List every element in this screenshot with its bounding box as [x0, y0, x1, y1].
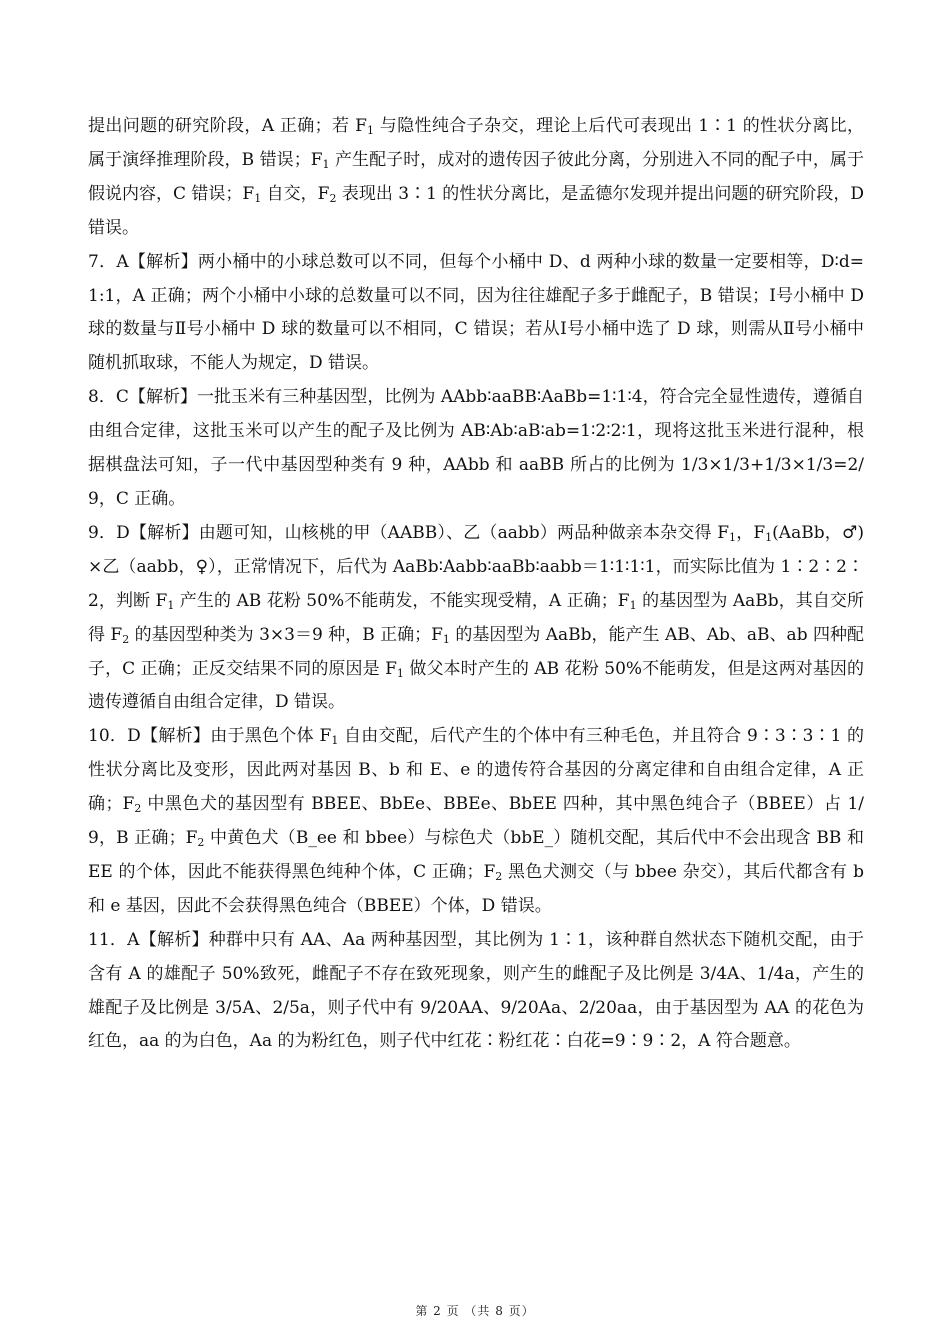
paragraph-q7: 7．A【解析】两小桶中的小球总数可以不同，但每个小桶中 D、d 两种小球的数量一定要相等，D∶d=1:1，A 正确；两个小桶中小球的总数量可以不同，因为往往雄配子多于雌配子，B 错误；Ⅰ号小桶中 D 球的数量与Ⅱ号小桶中 D 球的数量可以不相同，C 错误；若从Ⅰ号小桶中选了 D 球，则需从Ⅱ号小桶中随机抓取球，不能人为规定，D 错误。	[88, 251, 864, 374]
paragraph-q8: 8．C【解析】一批玉米有三种基因型，比例为 AAbb∶aaBB∶AaBb=1∶1∶4，符合完全显性遗传，遵循自由组合定律，这批玉米可以产生的配子及比例为 AB∶Ab∶aB∶ab=1∶2∶2∶1，现将这批玉米进行混种，根据棋盘法可知，子一代中基因型种类有 9 种，AAbb 和 aaBB 所占的比例为 1/3×1/3+1/3×1/3=2/9，C 正确。	[88, 387, 864, 509]
paragraph-q10: 10．D【解析】由于黑色个体 $F_1$ 自由交配，后代产生的个体中有三种毛色，并且符合 9∶3∶3∶1 的性状分离比及变形，因此两对基因 B、b 和 E、e 的遗传符合基因的分离定律和自由组合定律，A 正确；$F_2$ 中黑色犬的基因型有 BBEE、BbEe、BBEe、BbEE 四种，其中黑色纯合子（BBEE）占 1/9，B 正确；$F_2$ 中黄色犬（B_ee 和 bbee）与棕色犬（bbE_）随机交配，其后代中不会出现含 BB 和 EE 的个体，因此不能获得黑色纯种个体，C 正确；$F_2$ 黑色犬测交（与 bbee 杂交），其后代都含有 b 和 e 基因，因此不会获得黑色纯合（BBEE）个体，D 错误。	[88, 726, 865, 916]
answer-content	[88, 110, 864, 1059]
paragraph-q6-continued: 提出问题的研究阶段，A 正确；若 $F_1$ 与隐性纯合子杂交，理论上后代可表现出 1∶1 的性状分离比，属于演绎推理阶段，B 错误；$F_1$ 产生配子时，成对的遗传因子彼此分离，分别进入不同的配子中，属于假说内容，C 错误；$F_1$ 自交，$F_2$ 表现出 3∶1 的性状分离比，是孟德尔发现并提出问题的研究阶段，D 错误。	[88, 116, 864, 238]
paragraph-q11: 11．A【解析】种群中只有 AA、Aa 两种基因型，其比例为 1∶1，该种群自然状态下随机交配，由于含有 A 的雄配子 50%致死，雌配子不存在致死现象，则产生的雌配子及比例是 3/4A、1/4a，产生的雄配子及比例是 3/5A、2/5a，则子代中有 9/20AA、9/20Aa、2/20aa，由于基因型为 AA 的花色为红色，aa 的为白色，Aa 的为粉红色，则子代中红花∶粉红花∶白花=9∶9∶2，A 符合题意。	[88, 929, 864, 1052]
page-footer: 第 2 页 （共 8 页）	[415, 1304, 535, 1318]
paragraph-q9: 9．D【解析】由题可知，山核桃的甲（AABB）、乙（aabb）两品种做亲本杂交得 $F_1$，$F_1(AaBb$，♂)×乙（aabb，♀），正常情况下，后代为 AaBb∶Aabb∶aaBb∶aabb＝1∶1∶1∶1，而实际比值为 1∶2∶2∶2，判断 $F_1$ 产生的 AB 花粉 50%不能萌发，不能实现受精，A 正确；$F_1$ 的基因型为 AaBb，其自交所得 $F_2$ 的基因型种类为 3×3＝9 种，B 正确；$F_1$ 的基因型为 AaBb，能产生 AB、Ab、aB、ab 四种配子，C 正确；正反交结果不同的原因是 $F_1$ 做父本时产生的 AB 花粉 50%不能萌发，但是这两对基因的遗传遵循自由组合定律，D 错误。	[88, 522, 865, 713]
